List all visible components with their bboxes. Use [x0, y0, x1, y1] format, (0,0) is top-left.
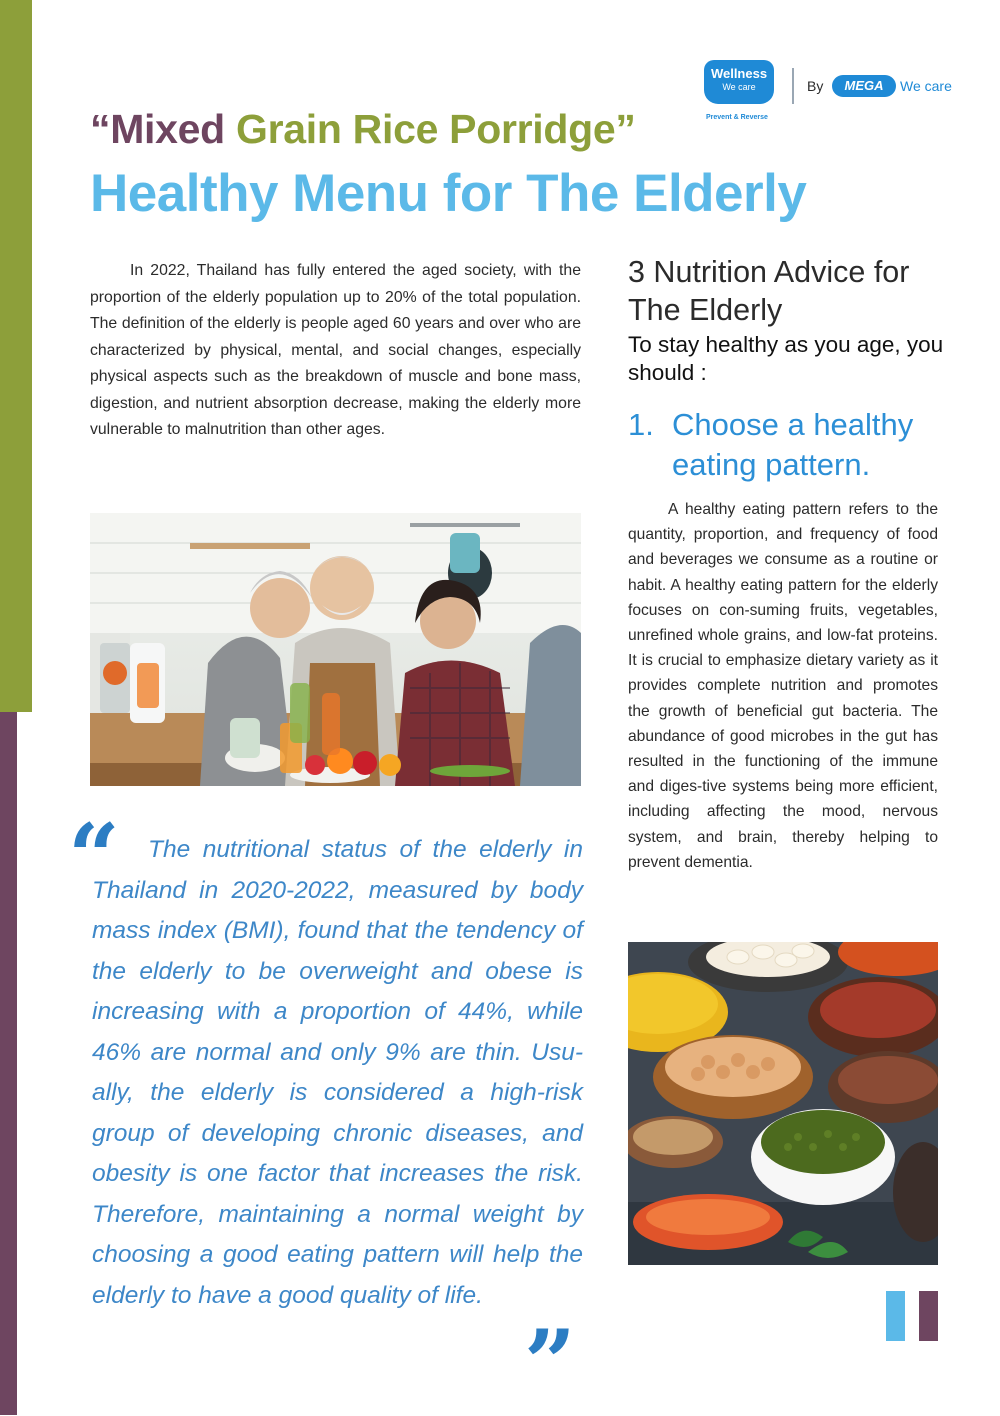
- page-subtitle: Healthy Menu for The Elderly: [90, 164, 807, 223]
- brand-divider: [792, 68, 794, 104]
- brand-by: By: [807, 78, 824, 94]
- wellness-logo: Wellness We care: [704, 60, 774, 104]
- point-1-title: Choose a healthy eating pattern.: [672, 407, 914, 482]
- quote-close-icon: ”: [524, 1310, 576, 1416]
- page-number-digit-1: [886, 1291, 905, 1341]
- left-accent-bar-plum: [0, 712, 17, 1415]
- mega-we-care: We care: [900, 78, 952, 94]
- elderly-kitchen-photo: [90, 513, 581, 786]
- brand-logos: [704, 60, 964, 130]
- left-accent-bar-green: [0, 0, 32, 712]
- quote-open-icon: “: [68, 804, 120, 910]
- title-open-quote: “: [90, 106, 111, 152]
- advice-subheading: To stay healthy as you age, you should :: [628, 332, 944, 385]
- intro-paragraph: In 2022, Thailand has fully entered the aged society, with the proportion of the elderly population up to 20% of the total population. The definition of the elderly is people aged 60 years and over who are characterized by physical, mental, and social changes, especially physical aspects such as the breakdown of muscle and bone mass, digestion, and nutrient absorption decrease, making the elderly more vulnerable to malnutrition than other ages.: [90, 262, 581, 438]
- title-part2: Grain Rice Porridge: [236, 106, 616, 152]
- advice-heading: 3 Nutrition Advice for The Elderly: [628, 255, 910, 327]
- pull-quote: The nutritional status of the elderly in Thailand in 2020-2022, measured by body mass index (BMI), found that the tendency of the elderly to be overweight and obese is increasing with a proportion of 44%, while 46% are normal and only 9% are thin. Usu-ally, the elderly is considered a high-risk group of developing chronic diseases, and obesity is one factor that increases the risk. Therefore, maintaining a normal weight by choosing a good eating pattern will help the elderly to have a good quality of life.: [92, 836, 583, 1309]
- grains-legumes-photo: [628, 942, 938, 1265]
- title-close-quote: ”: [615, 106, 636, 152]
- wellness-tagline: Prevent & Reverse: [706, 114, 768, 121]
- title-part1: Mixed: [110, 106, 236, 152]
- mega-logo: MEGA: [832, 75, 896, 97]
- page-number-digit-2: [919, 1291, 938, 1341]
- point-1-body: A healthy eating pattern refers to the quantity, proportion, and frequency of food and beverages we consume as a routine or habit. A healthy eating pattern for the elderly focuses on con-suming fruits, vegetables, unrefined whole grains, and low-fat proteins. It is crucial to emphasize dietary variety as it provides complete nutrition and promotes the growth of beneficial gut bacteria. The abundance of good microbes in the gut has resulted in the functioning of the immune and diges-tive systems being more efficient, including affecting the mood, nervous system, and brain, thereby helping to prevent dementia.: [628, 501, 938, 871]
- point-1-number: 1.: [628, 407, 654, 442]
- page-title: [90, 106, 636, 153]
